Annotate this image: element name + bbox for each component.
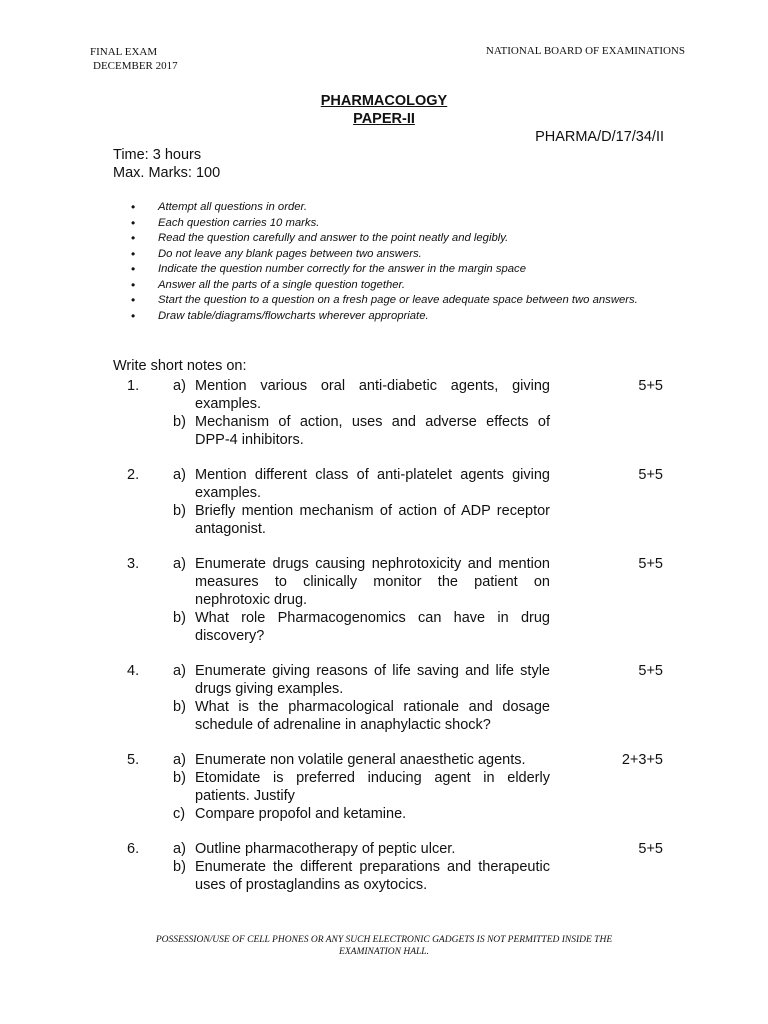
question-marks: 5+5 (638, 841, 663, 857)
question-parts (173, 555, 550, 645)
part-label: a) (173, 752, 186, 768)
part-label: b) (173, 610, 186, 626)
part-text: Mechanism of action, uses and adverse effects of DPP-4 inhibitors. (195, 414, 550, 448)
exam-date: DECEMBER 2017 (93, 60, 178, 72)
part-text: What is the pharmacological rationale and dosage schedule of adrenaline in anaphylactic shock? (195, 699, 550, 733)
question-parts (173, 840, 550, 894)
part-label: b) (173, 770, 186, 786)
part-label: b) (173, 859, 186, 875)
question-parts (173, 662, 550, 734)
question-marks: 5+5 (638, 467, 663, 483)
subject-title: PHARMACOLOGY (320, 93, 448, 109)
question-part (173, 466, 550, 502)
question-number: 6. (127, 841, 140, 857)
question-number: 1. (127, 378, 140, 394)
part-text: Outline pharmacotherapy of peptic ulcer. (195, 841, 456, 857)
part-text: Compare propofol and ketamine. (195, 806, 407, 822)
instruction-item: • Draw table/diagrams/flowcharts wherever appropriate. (131, 309, 651, 325)
footer-line: POSSESSION/USE OF CELL PHONES OR ANY SUCH ELECTRONIC GADGETS IS NOT PERMITTED INSIDE THE (155, 935, 613, 945)
instructions-list (131, 200, 651, 324)
part-label: a) (173, 841, 186, 857)
question-part (173, 805, 550, 823)
question-marks: 5+5 (638, 663, 663, 679)
part-label: a) (173, 378, 186, 394)
instruction-item: • Indicate the question number correctly for the answer in the margin space (131, 262, 651, 278)
instruction-item: • Do not leave any blank pages between two answers. (131, 247, 651, 263)
part-text: Enumerate giving reasons of life saving and life style drugs giving examples. (195, 663, 550, 697)
question-number: 4. (127, 663, 140, 679)
part-label: b) (173, 414, 186, 430)
part-text: Enumerate the different preparations and therapeutic uses of prostaglandins as oxytocics. (195, 859, 550, 893)
question-part (173, 751, 550, 769)
question-marks: 2+3+5 (621, 752, 663, 768)
board-name: NATIONAL BOARD OF EXAMINATIONS (485, 45, 685, 57)
part-label: c) (173, 806, 186, 822)
instruction-item: • Answer all the parts of a single question together. (131, 278, 651, 294)
question-number: 3. (127, 556, 140, 572)
question-marks: 5+5 (638, 556, 663, 572)
instruction-item: • Each question carries 10 marks. (131, 216, 651, 232)
question-number: 5. (127, 752, 140, 768)
question-part (173, 502, 550, 538)
part-text: Mention various oral anti-diabetic agents, giving examples. (195, 378, 550, 412)
instruction-item: • Read the question carefully and answer to the point neatly and legibly. (131, 231, 651, 247)
part-text: Enumerate non volatile general anaesthetic agents. (195, 752, 526, 768)
question-part (173, 769, 550, 805)
instruction-item: • Attempt all questions in order. (131, 200, 651, 216)
question-parts (173, 377, 550, 449)
part-label: a) (173, 663, 186, 679)
question-parts (173, 751, 550, 823)
exam-meta (113, 146, 220, 182)
paper-code: PHARMA/D/17/34/II (535, 129, 664, 145)
paper-number: PAPER-II (353, 111, 415, 127)
question-parts (173, 466, 550, 538)
question-number: 2. (127, 467, 140, 483)
part-text: Mention different class of anti-platelet agents giving examples. (195, 467, 550, 501)
part-label: a) (173, 467, 186, 483)
part-text: What role Pharmacogenomics can have in drug discovery? (195, 610, 550, 644)
question-part (173, 662, 550, 698)
instruction-item: • Start the question to a question on a fresh page or leave adequate space between two answers. (131, 293, 651, 309)
footer-notice (0, 935, 768, 958)
part-label: a) (173, 556, 186, 572)
max-marks: Max. Marks: 100 (113, 165, 221, 181)
part-text: Briefly mention mechanism of action of ADP receptor antagonist. (195, 503, 550, 537)
question-part (173, 555, 550, 609)
time-allowed: Time: 3 hours (113, 147, 202, 163)
exam-name: FINAL EXAM (90, 46, 158, 58)
question-part (173, 698, 550, 734)
question-part (173, 609, 550, 645)
footer-line: EXAMINATION HALL. (339, 946, 429, 957)
part-text: Etomidate is preferred inducing agent in elderly patients. Justify (195, 770, 550, 804)
question-part (173, 413, 550, 449)
paper-title (0, 92, 768, 128)
question-part (173, 840, 550, 858)
part-text: Enumerate drugs causing nephrotoxicity and mention measures to clinically monitor the patient on nephrotoxic drug. (195, 556, 550, 608)
question-part (173, 377, 550, 413)
exam-header-left (90, 45, 178, 73)
question-marks: 5+5 (638, 378, 663, 394)
section-intro: Write short notes on: (113, 358, 247, 374)
part-label: b) (173, 699, 186, 715)
part-label: b) (173, 503, 186, 519)
question-part (173, 858, 550, 894)
